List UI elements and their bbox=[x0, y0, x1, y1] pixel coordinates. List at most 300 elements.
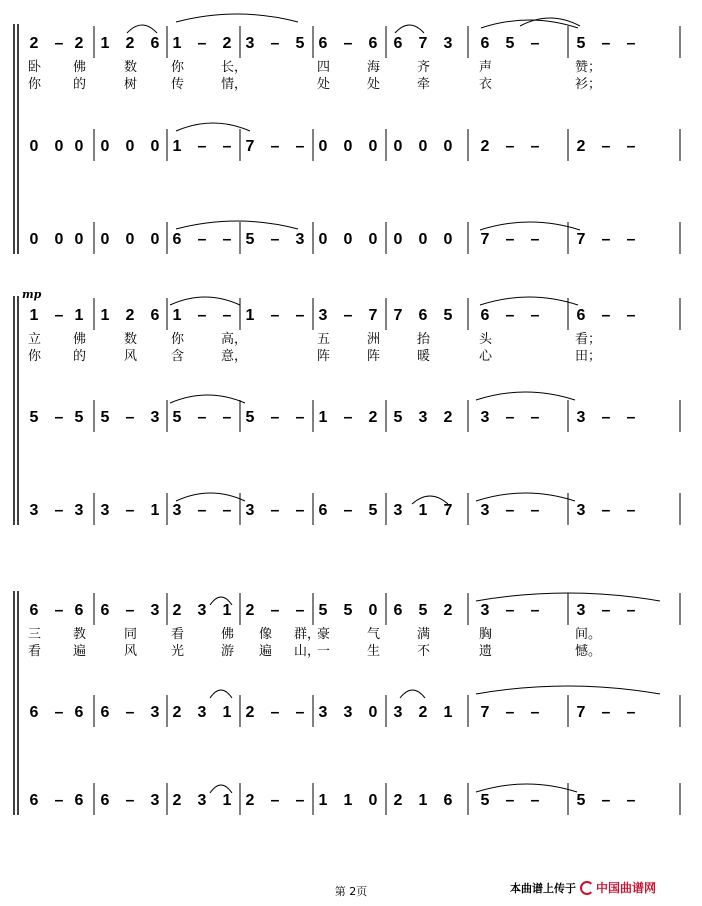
lyric-syllable: 佛 bbox=[221, 627, 235, 642]
note: 6 bbox=[74, 602, 84, 619]
lyric-syllable: 像 bbox=[259, 627, 273, 642]
note: 2 bbox=[480, 138, 490, 155]
dash-extension: – bbox=[295, 307, 305, 324]
note: 6 bbox=[100, 602, 110, 619]
lyric-syllable: 游 bbox=[221, 644, 235, 659]
note: 3 bbox=[480, 602, 490, 619]
lyric-syllable: 卧 bbox=[28, 60, 42, 75]
dash-extension: – bbox=[343, 35, 353, 52]
dash-extension: – bbox=[601, 502, 611, 519]
system-bracket bbox=[14, 591, 18, 815]
note: 5 bbox=[368, 502, 378, 519]
note: 5 bbox=[295, 35, 305, 52]
page-number: 第 2页 bbox=[334, 885, 368, 898]
lyric-syllable: 生 bbox=[367, 644, 381, 659]
note: 2 bbox=[74, 35, 84, 52]
note: 2 bbox=[125, 35, 135, 52]
note: 0 bbox=[368, 602, 378, 619]
dash-extension: – bbox=[295, 602, 305, 619]
note: 3 bbox=[245, 502, 255, 519]
dash-extension: – bbox=[270, 35, 280, 52]
note: 2 bbox=[172, 704, 182, 721]
dash-extension: – bbox=[270, 792, 280, 809]
dash-extension: – bbox=[222, 502, 232, 519]
slur bbox=[176, 221, 298, 229]
dash-extension: – bbox=[626, 35, 636, 52]
lyric-syllable: 树 bbox=[124, 77, 138, 92]
note: 0 bbox=[100, 138, 110, 155]
dash-extension: – bbox=[505, 602, 515, 619]
note: 5 bbox=[418, 602, 428, 619]
lyric-syllable: 田； bbox=[575, 349, 602, 364]
note: 6 bbox=[100, 792, 110, 809]
dash-extension: – bbox=[197, 231, 207, 248]
lyric-line-2 bbox=[28, 76, 601, 92]
note: 3 bbox=[576, 409, 586, 426]
note: 1 bbox=[418, 502, 428, 519]
note: 0 bbox=[29, 138, 39, 155]
note: 3 bbox=[150, 409, 160, 426]
staff-2 bbox=[30, 129, 680, 161]
staff-2 bbox=[30, 400, 680, 432]
slur bbox=[476, 392, 575, 400]
note: 2 bbox=[443, 409, 453, 426]
dash-extension: – bbox=[530, 602, 540, 619]
note: 5 bbox=[100, 409, 110, 426]
note: 2 bbox=[29, 35, 39, 52]
dash-extension: – bbox=[626, 602, 636, 619]
note: 1 bbox=[74, 307, 84, 324]
note: 3 bbox=[29, 502, 39, 519]
lyric-syllable: 衣 bbox=[479, 77, 493, 92]
slur bbox=[520, 18, 580, 26]
note: 5 bbox=[576, 35, 586, 52]
slur bbox=[176, 14, 298, 22]
dash-extension: – bbox=[270, 138, 280, 155]
lyric-syllable: 五 bbox=[317, 332, 331, 347]
note: 6 bbox=[480, 307, 490, 324]
dash-extension: – bbox=[530, 138, 540, 155]
note: 5 bbox=[172, 409, 182, 426]
slur bbox=[476, 493, 575, 501]
note: 3 bbox=[150, 792, 160, 809]
lyric-syllable: 遍 bbox=[73, 644, 87, 659]
note: 3 bbox=[172, 502, 182, 519]
lyric-syllable: 赞； bbox=[575, 60, 602, 75]
note: 3 bbox=[150, 602, 160, 619]
lyric-syllable: 高， bbox=[221, 332, 248, 347]
note: 0 bbox=[443, 231, 453, 248]
lyric-syllable: 群， bbox=[294, 627, 321, 642]
slur bbox=[480, 222, 580, 230]
note: 0 bbox=[150, 138, 160, 155]
dash-extension: – bbox=[601, 35, 611, 52]
note: 0 bbox=[125, 138, 135, 155]
note: 3 bbox=[480, 502, 490, 519]
dash-extension: – bbox=[601, 231, 611, 248]
dash-extension: – bbox=[54, 409, 64, 426]
lyric-syllable: 一 bbox=[317, 644, 331, 659]
dash-extension: – bbox=[54, 704, 64, 721]
note: 1 bbox=[172, 138, 182, 155]
lyric-syllable: 光 bbox=[171, 644, 185, 659]
lyric-syllable: 数 bbox=[124, 60, 138, 75]
note: 0 bbox=[393, 138, 403, 155]
note: 2 bbox=[125, 307, 135, 324]
note: 5 bbox=[480, 792, 490, 809]
note: 3 bbox=[318, 307, 328, 324]
dash-extension: – bbox=[270, 704, 280, 721]
dash-extension: – bbox=[125, 409, 135, 426]
note: 1 bbox=[222, 704, 232, 721]
dash-extension: – bbox=[626, 409, 636, 426]
note: 3 bbox=[576, 602, 586, 619]
note: 3 bbox=[393, 502, 403, 519]
note: 5 bbox=[29, 409, 39, 426]
note: 3 bbox=[150, 704, 160, 721]
note: 2 bbox=[368, 409, 378, 426]
note: 3 bbox=[74, 502, 84, 519]
lyric-syllable: 抬 bbox=[417, 332, 431, 347]
dash-extension: – bbox=[54, 602, 64, 619]
lyric-syllable: 的 bbox=[73, 349, 87, 364]
note: 3 bbox=[576, 502, 586, 519]
lyric-syllable: 意， bbox=[221, 349, 248, 364]
lyric-syllable: 衫； bbox=[575, 77, 602, 92]
note: 0 bbox=[418, 231, 428, 248]
dash-extension: – bbox=[530, 231, 540, 248]
lyric-syllable: 气 bbox=[367, 627, 381, 642]
lyric-line-2 bbox=[28, 348, 601, 364]
dash-extension: – bbox=[270, 409, 280, 426]
note: 6 bbox=[318, 35, 328, 52]
dash-extension: – bbox=[270, 231, 280, 248]
dash-extension: – bbox=[197, 409, 207, 426]
staff-1 bbox=[28, 298, 680, 364]
note: 3 bbox=[197, 602, 207, 619]
lyric-syllable: 处 bbox=[367, 77, 381, 92]
dash-extension: – bbox=[505, 231, 515, 248]
site-logo-text: 中国曲谱网 bbox=[596, 881, 657, 895]
staff-1 bbox=[28, 26, 680, 92]
note: 6 bbox=[480, 35, 490, 52]
note: 5 bbox=[443, 307, 453, 324]
note: 0 bbox=[343, 138, 353, 155]
note: 0 bbox=[443, 138, 453, 155]
lyric-syllable: 你 bbox=[171, 332, 185, 347]
slur bbox=[170, 395, 245, 403]
note: 3 bbox=[480, 409, 490, 426]
lyric-syllable: 的 bbox=[73, 77, 87, 92]
note: 1 bbox=[418, 792, 428, 809]
note: 2 bbox=[172, 792, 182, 809]
note: 0 bbox=[368, 704, 378, 721]
note: 6 bbox=[393, 602, 403, 619]
note: 1 bbox=[318, 792, 328, 809]
note: 5 bbox=[245, 231, 255, 248]
note: 3 bbox=[318, 704, 328, 721]
note: 3 bbox=[197, 704, 207, 721]
lyric-syllable: 齐 bbox=[417, 60, 431, 75]
note: 3 bbox=[443, 35, 453, 52]
note: 6 bbox=[29, 602, 39, 619]
staff-3 bbox=[30, 222, 680, 254]
lyric-syllable: 含 bbox=[171, 349, 185, 364]
note: 5 bbox=[576, 792, 586, 809]
lyric-syllable: 心 bbox=[479, 349, 493, 364]
slur bbox=[480, 297, 578, 305]
dash-extension: – bbox=[343, 409, 353, 426]
note: 2 bbox=[172, 602, 182, 619]
dash-extension: – bbox=[197, 502, 207, 519]
lyric-syllable: 声 bbox=[479, 60, 493, 75]
dash-extension: – bbox=[197, 35, 207, 52]
note: 5 bbox=[343, 602, 353, 619]
note: 6 bbox=[29, 704, 39, 721]
note: 5 bbox=[318, 602, 328, 619]
slur bbox=[476, 784, 577, 792]
lyric-syllable: 佛 bbox=[73, 60, 87, 75]
note: 1 bbox=[245, 307, 255, 324]
note: 1 bbox=[172, 307, 182, 324]
dash-extension: – bbox=[54, 35, 64, 52]
lyric-syllable: 你 bbox=[28, 349, 42, 364]
note: 1 bbox=[150, 502, 160, 519]
dash-extension: – bbox=[343, 307, 353, 324]
dash-extension: – bbox=[505, 704, 515, 721]
site-logo[interactable] bbox=[580, 879, 656, 896]
note: 0 bbox=[318, 231, 328, 248]
dash-extension: – bbox=[601, 792, 611, 809]
dash-extension: – bbox=[54, 307, 64, 324]
dash-extension: – bbox=[601, 307, 611, 324]
note: 0 bbox=[54, 138, 64, 155]
lyric-syllable: 间。 bbox=[575, 627, 602, 642]
lyric-syllable: 海 bbox=[367, 60, 381, 75]
slur bbox=[176, 123, 250, 131]
dash-extension: – bbox=[601, 704, 611, 721]
note: 6 bbox=[576, 307, 586, 324]
lyric-syllable: 教 bbox=[73, 627, 87, 642]
dash-extension: – bbox=[505, 307, 515, 324]
note: 7 bbox=[418, 35, 428, 52]
lyric-syllable: 不 bbox=[417, 644, 431, 659]
dash-extension: – bbox=[197, 307, 207, 324]
note: 1 bbox=[443, 704, 453, 721]
dash-extension: – bbox=[626, 502, 636, 519]
note: 3 bbox=[343, 704, 353, 721]
note: 2 bbox=[222, 35, 232, 52]
note: 0 bbox=[150, 231, 160, 248]
lyric-line-1 bbox=[28, 626, 601, 642]
dash-extension: – bbox=[54, 792, 64, 809]
note: 1 bbox=[29, 307, 39, 324]
note: 0 bbox=[393, 231, 403, 248]
lyric-syllable: 满 bbox=[417, 627, 431, 642]
note: 7 bbox=[576, 704, 586, 721]
dash-extension: – bbox=[601, 602, 611, 619]
note: 5 bbox=[393, 409, 403, 426]
note: 6 bbox=[29, 792, 39, 809]
lyric-syllable: 豪 bbox=[317, 627, 331, 642]
note: 7 bbox=[443, 502, 453, 519]
lyric-syllable: 看； bbox=[575, 332, 602, 347]
dash-extension: – bbox=[222, 307, 232, 324]
slur bbox=[210, 690, 232, 698]
dash-extension: – bbox=[125, 502, 135, 519]
dash-extension: – bbox=[222, 138, 232, 155]
note: 1 bbox=[100, 35, 110, 52]
note: 2 bbox=[245, 602, 255, 619]
lyric-syllable: 山， bbox=[294, 644, 321, 659]
lyric-line-2 bbox=[28, 643, 601, 659]
note: 6 bbox=[393, 35, 403, 52]
system-bracket bbox=[14, 24, 18, 254]
dash-extension: – bbox=[601, 138, 611, 155]
lyric-syllable: 传 bbox=[171, 77, 185, 92]
note: 6 bbox=[172, 231, 182, 248]
staff-3 bbox=[30, 783, 680, 815]
lyric-syllable: 佛 bbox=[73, 332, 87, 347]
note: 1 bbox=[172, 35, 182, 52]
lyric-syllable: 看 bbox=[28, 644, 42, 659]
note: 6 bbox=[418, 307, 428, 324]
system-1 bbox=[14, 24, 680, 254]
note: 7 bbox=[480, 704, 490, 721]
note: 0 bbox=[418, 138, 428, 155]
system-bracket bbox=[14, 296, 18, 525]
dash-extension: – bbox=[626, 231, 636, 248]
dash-extension: – bbox=[295, 792, 305, 809]
slur bbox=[170, 297, 240, 305]
note: 0 bbox=[368, 138, 378, 155]
upload-credit bbox=[510, 879, 656, 896]
note: 0 bbox=[125, 231, 135, 248]
note: 5 bbox=[505, 35, 515, 52]
dash-extension: – bbox=[530, 502, 540, 519]
slur bbox=[395, 25, 424, 33]
lyric-syllable: 遍 bbox=[259, 644, 273, 659]
dash-extension: – bbox=[601, 409, 611, 426]
note: 1 bbox=[100, 307, 110, 324]
lyric-syllable: 暖 bbox=[417, 349, 431, 364]
dash-extension: – bbox=[295, 704, 305, 721]
dash-extension: – bbox=[530, 792, 540, 809]
lyric-syllable: 情， bbox=[221, 77, 248, 92]
lyric-syllable: 阵 bbox=[367, 349, 381, 364]
note: 2 bbox=[245, 792, 255, 809]
note: 1 bbox=[318, 409, 328, 426]
staff-1 bbox=[28, 593, 680, 659]
note: 0 bbox=[368, 792, 378, 809]
note: 6 bbox=[100, 704, 110, 721]
lyric-syllable: 牵 bbox=[417, 77, 431, 92]
lyric-syllable: 阵 bbox=[317, 349, 331, 364]
dash-extension: – bbox=[222, 409, 232, 426]
dash-extension: – bbox=[270, 307, 280, 324]
note: 0 bbox=[54, 231, 64, 248]
dash-extension: – bbox=[626, 704, 636, 721]
note: 1 bbox=[343, 792, 353, 809]
dash-extension: – bbox=[530, 704, 540, 721]
dash-extension: – bbox=[626, 138, 636, 155]
note: 3 bbox=[295, 231, 305, 248]
dash-extension: – bbox=[505, 138, 515, 155]
lyric-syllable: 四 bbox=[317, 60, 331, 75]
note: 1 bbox=[222, 792, 232, 809]
lyric-syllable: 处 bbox=[317, 77, 331, 92]
dash-extension: – bbox=[125, 704, 135, 721]
dash-extension: – bbox=[270, 602, 280, 619]
dash-extension: – bbox=[295, 502, 305, 519]
note: 2 bbox=[245, 704, 255, 721]
staff-3 bbox=[30, 493, 680, 525]
dash-extension: – bbox=[54, 502, 64, 519]
note: 6 bbox=[443, 792, 453, 809]
dash-extension: – bbox=[197, 138, 207, 155]
dash-extension: – bbox=[295, 138, 305, 155]
note: 6 bbox=[150, 307, 160, 324]
slur bbox=[481, 20, 578, 28]
lyric-syllable: 你 bbox=[28, 77, 42, 92]
lyric-syllable: 遗 bbox=[479, 644, 493, 659]
lyric-syllable: 看 bbox=[171, 627, 185, 642]
dash-extension: – bbox=[343, 502, 353, 519]
slur bbox=[400, 690, 425, 698]
note: 2 bbox=[393, 792, 403, 809]
site-logo-icon bbox=[580, 881, 594, 895]
dash-extension: – bbox=[295, 409, 305, 426]
dash-extension: – bbox=[530, 307, 540, 324]
lyric-line-1 bbox=[28, 59, 601, 75]
note: 0 bbox=[318, 138, 328, 155]
note: 6 bbox=[368, 35, 378, 52]
note: 7 bbox=[368, 307, 378, 324]
lyric-syllable: 三 bbox=[28, 627, 42, 642]
note: 1 bbox=[222, 602, 232, 619]
note: 2 bbox=[576, 138, 586, 155]
lyric-syllable: 风 bbox=[124, 644, 138, 659]
dash-extension: – bbox=[125, 602, 135, 619]
dash-extension: – bbox=[530, 409, 540, 426]
lyric-syllable: 风 bbox=[124, 349, 138, 364]
note: 7 bbox=[576, 231, 586, 248]
lyric-syllable: 头 bbox=[479, 332, 493, 347]
note: 2 bbox=[418, 704, 428, 721]
note: 0 bbox=[74, 138, 84, 155]
note: 6 bbox=[74, 704, 84, 721]
note: 5 bbox=[74, 409, 84, 426]
lyric-syllable: 洲 bbox=[367, 332, 381, 347]
lyric-syllable: 长， bbox=[221, 60, 248, 75]
note: 3 bbox=[393, 704, 403, 721]
note: 7 bbox=[393, 307, 403, 324]
lyric-syllable: 憾。 bbox=[575, 644, 602, 659]
note: 6 bbox=[318, 502, 328, 519]
note: 6 bbox=[150, 35, 160, 52]
dash-extension: – bbox=[505, 502, 515, 519]
dash-extension: – bbox=[530, 35, 540, 52]
note: 7 bbox=[245, 138, 255, 155]
lyric-syllable: 你 bbox=[171, 60, 185, 75]
note: 7 bbox=[480, 231, 490, 248]
lyric-line-1 bbox=[28, 331, 601, 347]
upload-text: 本曲谱上传于 bbox=[510, 881, 576, 895]
note: 3 bbox=[197, 792, 207, 809]
lyric-syllable: 数 bbox=[124, 332, 138, 347]
dash-extension: – bbox=[626, 792, 636, 809]
note: 5 bbox=[245, 409, 255, 426]
